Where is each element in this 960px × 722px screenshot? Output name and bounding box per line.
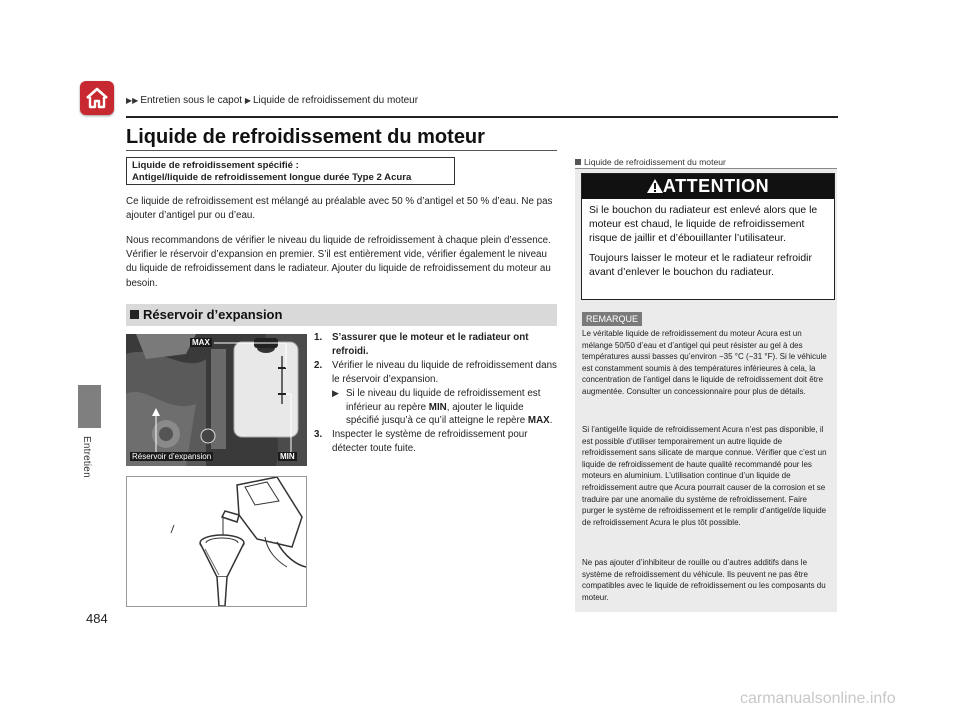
home-icon [84, 85, 110, 111]
chapter-tab[interactable] [78, 385, 101, 428]
breadcrumb-link-1[interactable]: Entretien sous le capot [140, 95, 243, 106]
substep-text-c: . [549, 415, 553, 427]
sidenote-rule [575, 168, 837, 169]
substep-text-b: , ajouter le liquide spécifié jusqu’à ce qu’il atteigne le repère [346, 401, 528, 427]
sidenote-marker-icon [575, 159, 581, 165]
sidenote-header-text: Liquide de refroidissement du moteur [584, 157, 726, 167]
note-paragraph-2: Si l’antigel/le liquide de refroidissement Acura n’est pas disponible, il est possible d’utiliser temporairement un autre liquide de refroidissement sans silicate de marque connue. Vérifier que c’est un liquide de refroidissement de haute qualité recommandé pour les moteurs en aluminium. L’utilisation continue d’un liquide de refroidissement autre que Acura pourrait causer de la corrosion et se traduire par une anomalie du système de refroidissement. Faire purger le système de refroidissement et le remplir d’antigel/de liquide de refroidissement Acura le plus tôt possible. [582, 425, 827, 527]
substep-arrow-icon: ▶ [332, 387, 339, 398]
step-2-text: Vérifier le niveau du liquide de refroidissement dans le réservoir d’expansion. [332, 359, 557, 385]
square-bullet-icon [130, 310, 139, 319]
step-3-text: Inspecter le système de refroidissement pour détecter toute fuite. [332, 429, 528, 455]
title-rule [126, 150, 557, 151]
section-title [130, 307, 282, 322]
note-paragraph-1: Le véritable liquide de refroidissement du moteur Acura est un mélange 50/50 d’eau et d’antigel qui peut résister au gel à des températures aussi basses qu’environ −35 °C (−31 °F). Si le véhicule est constamment soumis à des températures inférieures à cela, la concentration de l’antigel dans le liquide de refroidissement doit être augmentée. Consulter un concessionnaire pour plus de détails. [582, 329, 827, 396]
step-3 [314, 428, 557, 456]
spec-box [126, 157, 455, 185]
section-title-text: Réservoir d’expansion [143, 307, 283, 322]
reservoir-label: Réservoir d’expansion [132, 452, 212, 461]
spec-line-2: Antigel/liquide de refroidissement longue durée Type 2 Acura [132, 172, 412, 183]
substep-text-a: Si le niveau du liquide de refroidissement est inférieur au repère [346, 387, 541, 413]
watermark: carmanualsonline.info [740, 690, 896, 707]
spec-line-1: Liquide de refroidissement spécifié : [132, 160, 299, 171]
coolant-pour-image [127, 477, 306, 606]
page-title: Liquide de refroidissement du moteur [126, 126, 485, 148]
reservoir-photo [126, 334, 307, 466]
min-label: MIN [280, 452, 295, 461]
step-2-substep [314, 387, 557, 429]
breadcrumb-arrow-icon: ▶▶ [126, 96, 139, 105]
substep-min: MIN [428, 401, 447, 413]
step-1 [314, 331, 557, 359]
warning-text-2: Toujours laisser le moteur et le radiateur refroidir avant d’enlever le bouchon du radiateur. [589, 253, 812, 278]
step-1-number: 1. [314, 332, 323, 343]
warning-header [582, 174, 834, 199]
note-label: REMARQUE [582, 312, 642, 326]
max-label: MAX [192, 338, 210, 347]
step-2-number: 2. [314, 359, 323, 371]
header-rule [126, 116, 838, 118]
breadcrumb-arrow-icon: ▶ [244, 96, 251, 105]
step-2 [314, 359, 557, 387]
pouring-illustration [126, 476, 307, 607]
home-button[interactable] [80, 81, 114, 115]
chapter-label: Entretien [81, 436, 92, 478]
warning-title: ATTENTION [662, 176, 770, 196]
sidenote-header [575, 157, 726, 167]
breadcrumb-link-2[interactable]: Liquide de refroidissement du moteur [252, 95, 419, 106]
warning-text-1: Si le bouchon du radiateur est enlevé alors que le moteur est chaud, le liquide de refroidissement risque de jaillir et d’ébouillanter l’utilisateur. [589, 205, 818, 244]
page-number: 484 [86, 611, 108, 626]
intro-paragraph-1: Ce liquide de refroidissement est mélangé au préalable avec 50 % d’antigel et 50 % d’eau. Ne pas ajouter d’antigel pur ou d’eau. [126, 196, 553, 222]
intro-paragraph-2: Nous recommandons de vérifier le niveau du liquide de refroidissement à chaque plein d’essence. Vérifier le réservoir d’expansion en premier. S’il est entièrement vide, vérifier également le niveau du liquide de refroidissement dans le radiateur. Ajouter du liquide de refroidissement du moteur au besoin. [126, 235, 551, 289]
step-1-text: S’assurer que le moteur et le radiateur ont refroidi. [332, 332, 529, 357]
steps-list [314, 331, 557, 456]
substep-max: MAX [527, 415, 550, 427]
note-paragraph-3: Ne pas ajouter d’inhibiteur de rouille ou d’autres additifs dans le système de refroidissement du véhicule. Ils peuvent ne pas être compatibles avec le liquide de refroidissement ou les composants du moteur. [582, 558, 826, 602]
warning-triangle-icon [647, 179, 663, 193]
step-3-number: 3. [314, 429, 323, 441]
breadcrumb [126, 95, 418, 106]
engine-bay-image [126, 334, 307, 466]
